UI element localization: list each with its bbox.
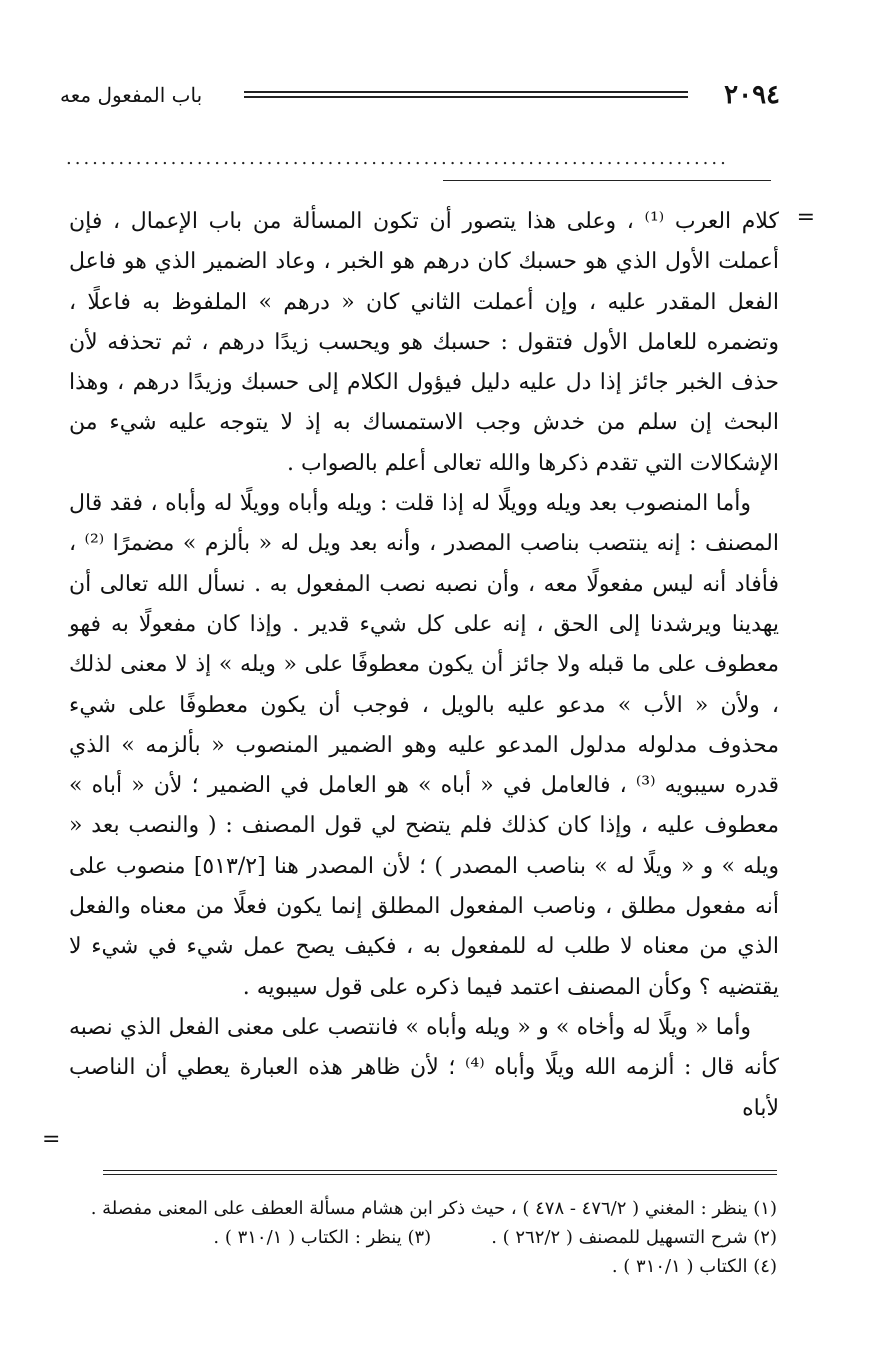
short-rule xyxy=(443,180,771,181)
paragraph: وأما المنصوب بعد ويله وويلًا له إذا قلت : ويله وأباه وويلًا له وأباه ، فقد قال المصنف : إنه ينتصب بناصب المصدر ، وأنه بعد ويل له « بألزم » مضمرًا ⁽²⁾ ، فأفاد أنه ليس مفعولًا معه ، وأن نصبه نصب المفعول به . نسأل الله تعالى أن يهدينا ويرشدنا إلى الحق ، إنه على كل شيء قدير . وإذا كان مفعولًا به فهو معطوف على ما قبله ولا جائز أن يكون معطوفًا على « ويله » إذ لا معنى لذلك ، ولأن « الأب » مدعو عليه بالويل ، فوجب أن يكون معطوفًا على شيء محذوف مدلوله مدلول المدعو عليه وهو الضمير المنصوب « بألزمه » الذي قدره سيبويه ⁽³⁾ ، فالعامل في « أباه » هو العامل في الضمير ؛ لأن « أباه » معطوف عليه ، وإذا كان كذلك فلم يتضح لي قول المصنف : ( والنصب بعد « ويله » و « ويلًا له » بناصب المصدر ) ؛ لأن المصدر هنا [٥١٣/٢] منصوب على أنه مفعول مطلق ، وناصب المفعول المطلق إنما يكون فعلًا من معناه والفعل الذي من معناه لا طلب له للمفعول به ، فكيف يصح عمل شيء في شيء لا يقتضيه ؟ وكأن المصنف اعتمد فيما ذكره على قول سيبويه . xyxy=(69,491,779,1000)
page-header xyxy=(60,78,780,112)
paragraph: وأما « ويلًا له وأخاه » و « ويله وأباه » فانتصب على معنى الفعل الذي نصبه كأنه قال : ألزمه الله ويلًا وأباه ⁽⁴⁾ ؛ لأن ظاهر هذه العبارة يعطي أن الناصب لأباه xyxy=(69,1014,779,1121)
paragraph: كلام العرب ⁽¹⁾ ، وعلى هذا يتصور أن تكون المسألة من باب الإعمال ، فإن أعملت الأول الذي هو حسبك كان درهم هو الخبر ، وعاد الضمير الذي هو فاعل الفعل المقدر عليه ، وإن أعملت الثاني كان « درهم » الملفوظ به فاعلًا ، وتضمره للعامل الأول فتقول : حسبك هو ويحسب زيدًا درهم ، ثم تحذفه لأن حذف الخبر جائز إذا دل عليه دليل فيؤول الكلام إلى حسبك وزيدًا درهم ، وهذا البحث إن سلم من خدش وجب الاستمساك به إذ لا يتوجه عليه شيء من الإشكالات التي تقدم ذكرها والله تعالى أعلم بالصواب . xyxy=(69,209,780,476)
continuation-marker-end: = xyxy=(42,1127,61,1152)
footnote-double-rule xyxy=(103,1170,777,1175)
page-number: ٢٠٩٤ xyxy=(724,80,780,110)
main-text xyxy=(69,202,779,1129)
footnote-item: (٤) الكتاب ( ٣١٠/١ ) . xyxy=(611,1256,777,1277)
dotted-separator: ............................................................................ xyxy=(66,148,729,169)
footnote-row xyxy=(87,1223,777,1252)
header-double-rule xyxy=(244,91,688,98)
footnotes xyxy=(87,1194,777,1281)
footnote-item: (١) ينظر : المغني ( ٤٧٦/٢ - ٤٧٨ ) ، حيث ذكر ابن هشام مسألة العطف على المعنى مفصلة . xyxy=(90,1198,777,1219)
chapter-title: باب المفعول معه xyxy=(60,83,203,107)
footnote-item: (٢) شرح التسهيل للمصنف ( ٢٦٢/٢ ) . xyxy=(491,1227,777,1248)
footnote-item: (٣) ينظر : الكتاب ( ٣١٠/١ ) . xyxy=(213,1227,432,1248)
continuation-marker-start: = xyxy=(796,205,815,230)
